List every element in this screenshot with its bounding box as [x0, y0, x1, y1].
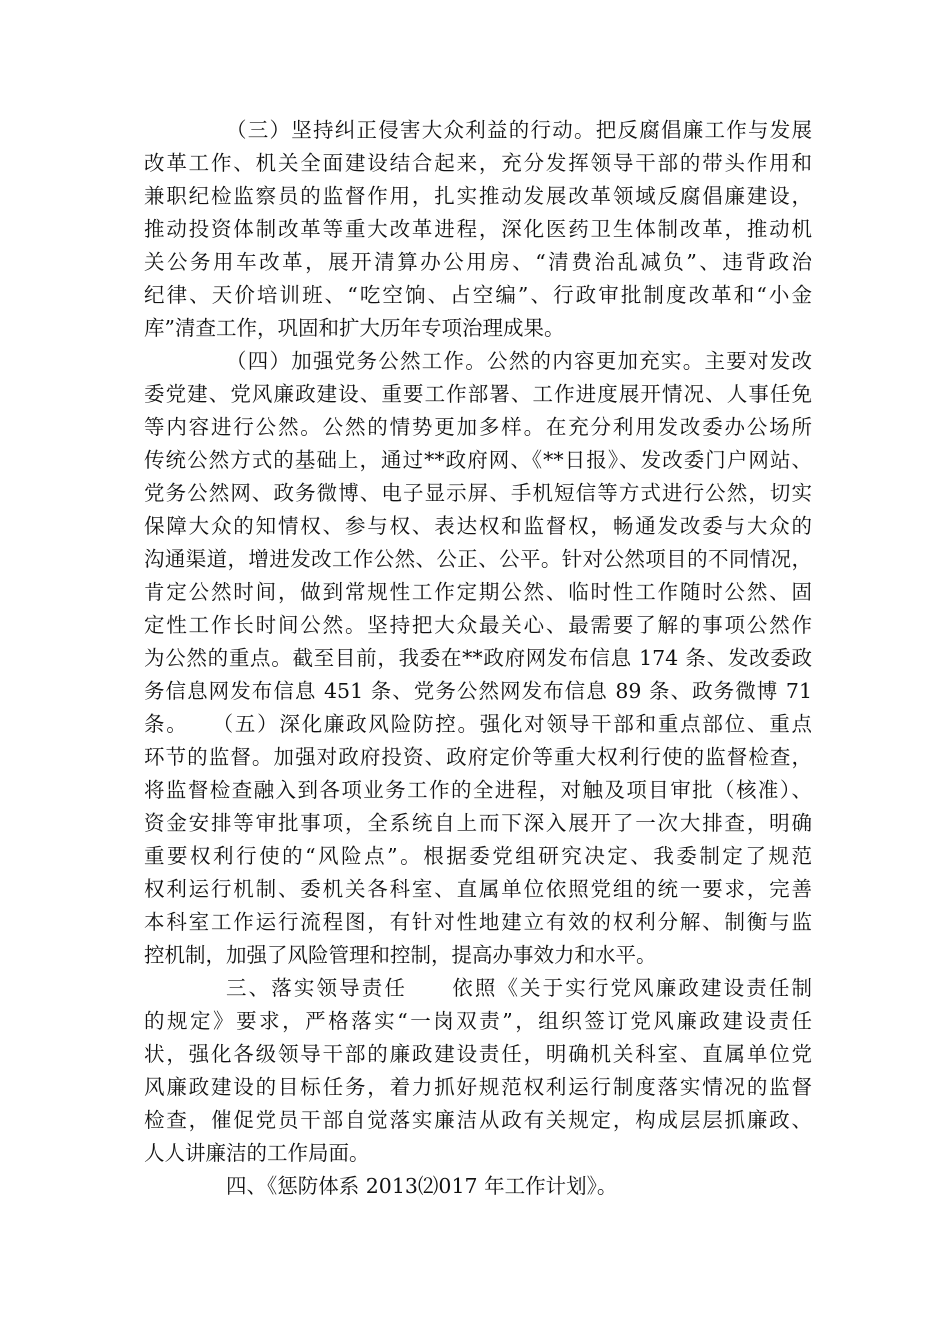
text-line: 将监督检查融入到各项业务工作的全进程，对触及项目审批（核准）、 — [144, 778, 812, 802]
text-line: 纪律、天价培训班、“吃空饷、占空编”、行政审批制度改革和“小金 — [144, 283, 812, 307]
text-line: 务信息网发布信息 451 条、党务公然网发布信息 89 条、政务微博 71 — [144, 679, 812, 703]
text-line: 条。 （五）深化廉政风险防控。强化对领导干部和重点部位、重点 — [144, 712, 812, 736]
paragraph-block — [144, 114, 812, 1203]
text-line: 四、《惩防体系 2013⑵017 年工作计划》。 — [226, 1174, 618, 1198]
text-line: 风廉政建设的目标任务，着力抓好规范权利运行制度落实情况的监督 — [144, 1075, 812, 1099]
text-line: 关公务用车改革，展开清算办公用房、“清费治乱减负”、违背政治 — [144, 250, 812, 274]
text-line: 改革工作、机关全面建设结合起来，充分发挥领导干部的带头作用和 — [144, 151, 812, 175]
text-line: 等内容进行公然。公然的情势更加多样。在充分利用发改委办公场所 — [144, 415, 812, 439]
text-line: 本科室工作运行流程图，有针对性地建立有效的权利分解、制衡与监 — [144, 910, 812, 934]
text-line: 的规定》要求，严格落实“一岗双责”，组织签订党风廉政建设责任 — [144, 1009, 812, 1033]
text-line: 资金安排等审批事项，全系统自上而下深入展开了一次大排查，明确 — [144, 811, 812, 835]
text-line: 兼职纪检监察员的监督作用，扎实推动发展改革领域反腐倡廉建设， — [144, 184, 812, 208]
text-line: 推动投资体制改革等重大改革进程，深化医药卫生体制改革，推动机 — [144, 217, 812, 241]
text-line: 环节的监督。加强对政府投资、政府定价等重大权利行使的监督检查， — [144, 745, 812, 769]
text-line: 人人讲廉洁的工作局面。 — [144, 1141, 370, 1165]
text-line: 定性工作长时间公然。坚持把大众最关心、最需要了解的事项公然作 — [144, 613, 812, 637]
text-line: 重要权利行使的“风险点”。根据委党组研究决定、我委制定了规范 — [144, 844, 812, 868]
text-line: 肯定公然时间，做到常规性工作定期公然、临时性工作随时公然、固 — [144, 580, 812, 604]
text-line: 权利运行机制、委机关各科室、直属单位依照党组的统一要求，完善 — [144, 877, 812, 901]
text-line: 库”清查工作，巩固和扩大历年专项治理成果。 — [144, 316, 565, 340]
text-line: （四）加强党务公然工作。公然的内容更加充实。主要对发改 — [226, 349, 812, 373]
text-line: 为公然的重点。截至目前，我委在**政府网发布信息 174 条、发改委政 — [144, 646, 812, 670]
text-line: 保障大众的知情权、参与权、表达权和监督权，畅通发改委与大众的 — [144, 514, 812, 538]
document-body — [144, 114, 812, 1203]
text-line: 三、落实领导责任 依照《关于实行党风廉政建设责任制 — [226, 976, 812, 1000]
text-line: （三）坚持纠正侵害大众利益的行动。把反腐倡廉工作与发展 — [226, 118, 812, 142]
text-line: 沟通渠道，增进发改工作公然、公正、公平。针对公然项目的不同情况， — [144, 547, 812, 571]
text-line: 控机制，加强了风险管理和控制，提高办事效力和水平。 — [144, 943, 657, 967]
text-line: 检查，催促党员干部自觉落实廉洁从政有关规定，构成层层抓廉政、 — [144, 1108, 812, 1132]
text-line: 状，强化各级领导干部的廉政建设责任，明确机关科室、直属单位党 — [144, 1042, 812, 1066]
text-line: 党务公然网、政务微博、电子显示屏、手机短信等方式进行公然，切实 — [144, 481, 812, 505]
text-line: 传统公然方式的基础上，通过**政府网、《**日报》、发改委门户网站、 — [144, 448, 812, 472]
text-line: 委党建、党风廉政建设、重要工作部署、工作进度展开情况、人事任免 — [144, 382, 812, 406]
